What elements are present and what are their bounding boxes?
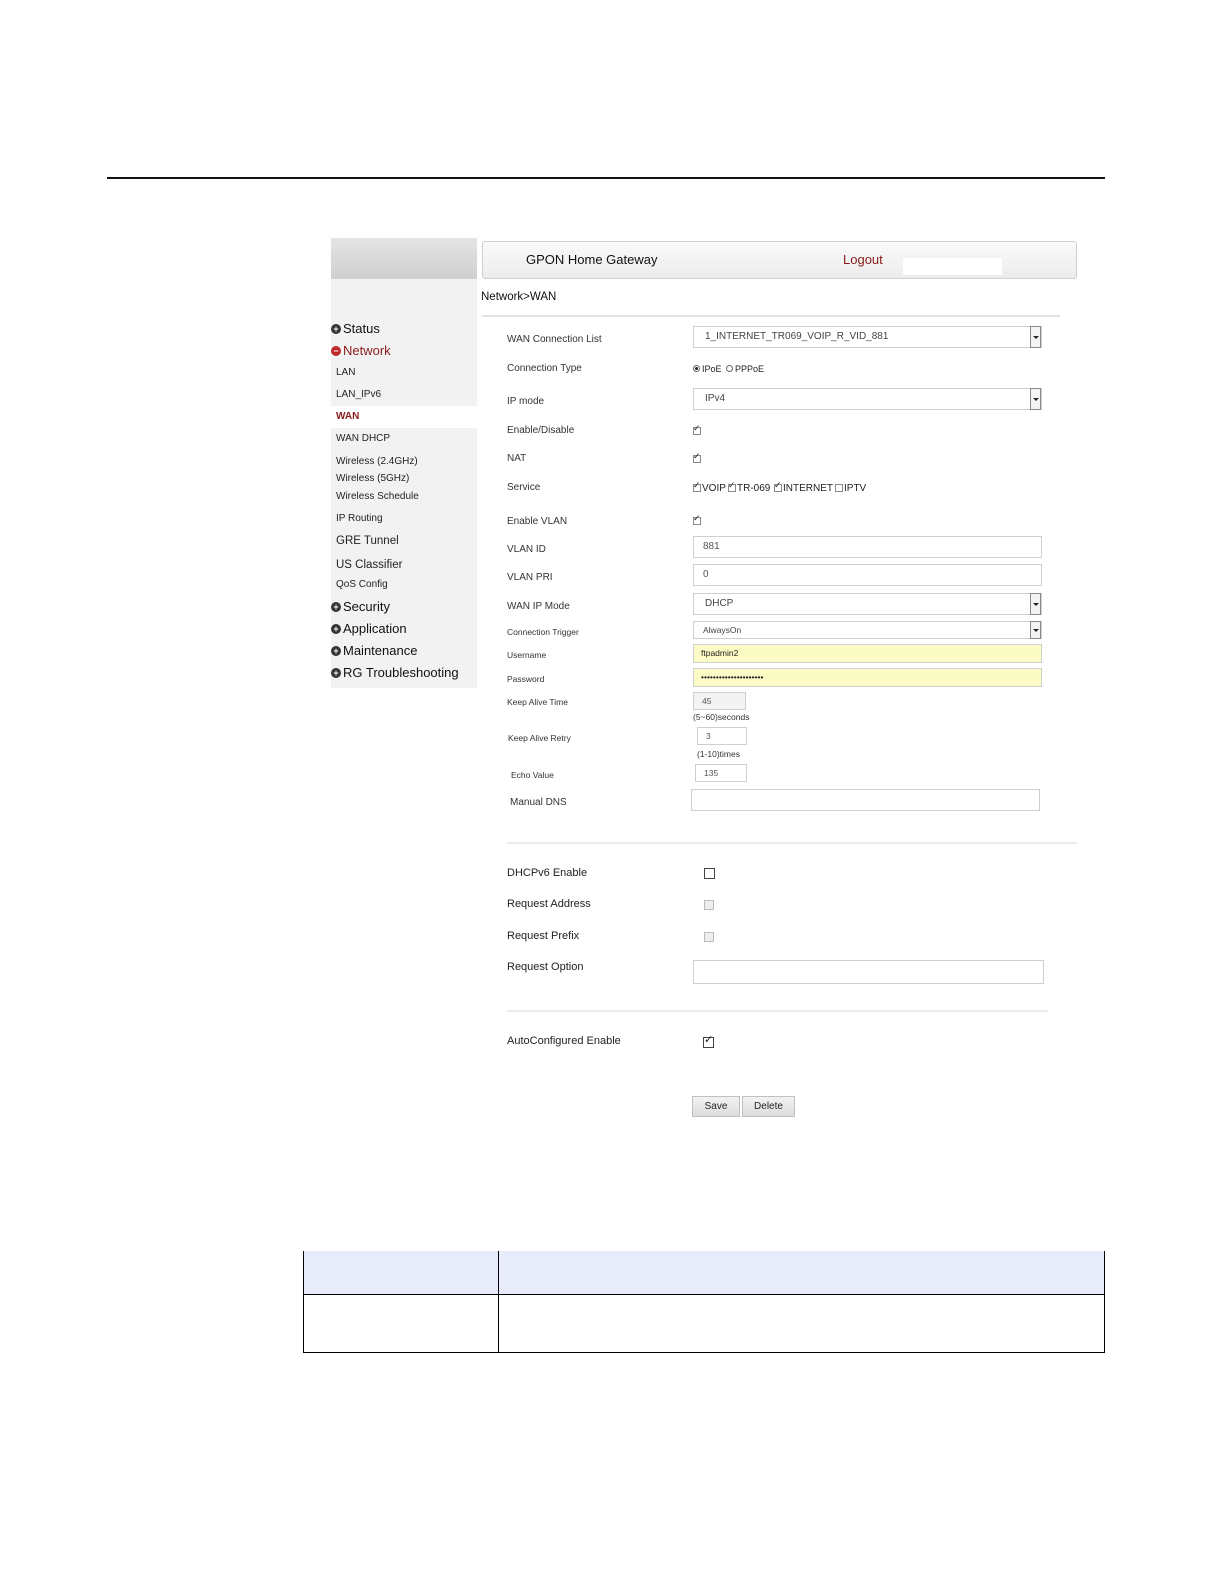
service-iptv-label: IPTV: [844, 483, 867, 494]
save-button[interactable]: Save: [692, 1096, 740, 1117]
sidebar-item-network[interactable]: − Network: [331, 343, 391, 358]
service-tr069-label: TR-069: [737, 483, 771, 494]
enable-disable-checkbox[interactable]: [693, 427, 701, 435]
label-connection-trigger: Connection Trigger: [507, 627, 579, 637]
sidebar-item-us-classifier[interactable]: US Classifier: [336, 559, 403, 571]
sidebar-item-lan[interactable]: LAN: [336, 367, 356, 378]
label-request-option: Request Option: [507, 961, 584, 973]
section-separator: [507, 842, 1077, 844]
expand-icon: +: [331, 646, 341, 656]
label-dhcpv6-enable: DHCPv6 Enable: [507, 867, 588, 879]
breadcrumb: Network>WAN: [481, 291, 557, 303]
label-ip-mode: IP mode: [507, 396, 545, 407]
autoconfigured-enable-checkbox[interactable]: [703, 1037, 714, 1048]
label-vlan-pri: VLAN PRI: [507, 572, 553, 583]
table-border: [1104, 1251, 1105, 1353]
nat-checkbox[interactable]: [693, 455, 701, 463]
label-keep-alive-time: Keep Alive Time: [507, 697, 568, 707]
label-autoconfigured-enable: AutoConfigured Enable: [507, 1035, 621, 1047]
sidebar-item-rg-troubleshooting[interactable]: + RG Troubleshooting: [331, 665, 459, 680]
sidebar-item-qos-config[interactable]: QoS Config: [336, 579, 388, 590]
table-border: [303, 1251, 304, 1353]
page-top-rule: [107, 177, 1105, 179]
chevron-down-icon: [1030, 388, 1041, 410]
chevron-down-icon: [1030, 593, 1041, 615]
wan-connection-list-select[interactable]: 1_INTERNET_TR069_VOIP_R_VID_881: [693, 326, 1042, 348]
keep-alive-time-hint: (5~60)seconds: [693, 712, 750, 722]
request-address-checkbox[interactable]: [704, 900, 714, 910]
label-connection-type: Connection Type: [507, 363, 582, 374]
label-echo-value: Echo Value: [511, 770, 554, 780]
enable-vlan-checkbox[interactable]: [693, 517, 701, 525]
table-border: [498, 1251, 499, 1353]
label-wan-connection-list: WAN Connection List: [507, 334, 602, 345]
table-border: [303, 1294, 1105, 1295]
keep-alive-retry-hint: (1-10)times: [697, 749, 740, 759]
section-separator: [507, 1010, 1048, 1012]
expand-icon: +: [331, 624, 341, 634]
label-nat: NAT: [507, 453, 527, 464]
header-blank: [903, 258, 1002, 275]
label-password: Password: [507, 674, 545, 684]
label-username: Username: [507, 650, 547, 660]
table-header-row: [303, 1251, 1105, 1294]
sidebar-item-wan-dhcp[interactable]: WAN DHCP: [336, 433, 391, 444]
sidebar-item-lan-ipv6[interactable]: LAN_IPv6: [336, 389, 382, 400]
keep-alive-retry-input[interactable]: 3: [697, 727, 747, 745]
dhcpv6-enable-checkbox[interactable]: [704, 868, 715, 879]
expand-icon: +: [331, 668, 341, 678]
label-service: Service: [507, 482, 541, 493]
sidebar-header: [331, 238, 477, 279]
keep-alive-time-input[interactable]: 45: [693, 692, 746, 710]
sidebar-item-gre-tunnel[interactable]: GRE Tunnel: [336, 535, 399, 547]
sidebar-item-wan[interactable]: WAN: [336, 411, 360, 422]
label-request-address: Request Address: [507, 898, 591, 910]
connection-trigger-select[interactable]: AlwaysOn: [693, 621, 1042, 639]
service-internet-label: INTERNET: [783, 483, 833, 494]
table-border: [303, 1352, 1105, 1353]
sidebar-item-wireless-schedule[interactable]: Wireless Schedule: [336, 491, 419, 502]
request-prefix-checkbox[interactable]: [704, 932, 714, 942]
label-wan-ip-mode: WAN IP Mode: [507, 601, 570, 612]
ip-mode-select[interactable]: IPv4: [693, 388, 1042, 410]
radio-pppoe-label: PPPoE: [735, 364, 765, 374]
label-vlan-id: VLAN ID: [507, 544, 546, 555]
wan-ip-mode-select[interactable]: DHCP: [693, 593, 1042, 615]
app-title: GPON Home Gateway: [526, 252, 658, 267]
service-iptv-checkbox[interactable]: [835, 484, 843, 492]
sidebar-item-security[interactable]: + Security: [331, 599, 390, 614]
label-enable-vlan: Enable VLAN: [507, 516, 568, 527]
password-input[interactable]: •••••••••••••••••••••: [693, 668, 1042, 687]
chevron-down-icon: [1030, 326, 1041, 348]
collapse-icon: −: [331, 346, 341, 356]
vlan-id-input[interactable]: 881: [693, 536, 1042, 558]
expand-icon: +: [331, 324, 341, 334]
delete-button[interactable]: Delete: [742, 1096, 795, 1117]
sidebar-item-status[interactable]: + Status: [331, 321, 380, 336]
label-enable-disable: Enable/Disable: [507, 425, 575, 436]
label-request-prefix: Request Prefix: [507, 930, 580, 942]
echo-value-input[interactable]: 135: [695, 764, 747, 782]
radio-ipoe-label: IPoE: [702, 364, 722, 374]
logout-link[interactable]: Logout: [843, 252, 883, 267]
chevron-down-icon: [1030, 621, 1041, 639]
sidebar-item-wireless-24[interactable]: Wireless (2.4GHz): [336, 456, 418, 467]
service-voip-label: VOIP: [702, 483, 726, 494]
sidebar-item-application[interactable]: + Application: [331, 621, 407, 636]
radio-pppoe[interactable]: [726, 365, 733, 372]
username-input[interactable]: ftpadmin2: [693, 644, 1042, 663]
sidebar-item-wireless-5[interactable]: Wireless (5GHz): [336, 473, 410, 484]
expand-icon: +: [331, 602, 341, 612]
label-manual-dns: Manual DNS: [510, 797, 567, 808]
vlan-pri-input[interactable]: 0: [693, 564, 1042, 586]
sidebar-item-ip-routing[interactable]: IP Routing: [336, 513, 383, 524]
radio-ipoe[interactable]: [693, 365, 700, 372]
breadcrumb-rule: [482, 315, 1060, 317]
label-keep-alive-retry: Keep Alive Retry: [508, 733, 571, 743]
sidebar-item-maintenance[interactable]: + Maintenance: [331, 643, 417, 658]
service-voip-checkbox[interactable]: [693, 484, 701, 492]
service-internet-checkbox[interactable]: [774, 484, 782, 492]
request-option-input[interactable]: [693, 960, 1044, 984]
service-tr069-checkbox[interactable]: [728, 484, 736, 492]
manual-dns-input[interactable]: [691, 789, 1040, 811]
